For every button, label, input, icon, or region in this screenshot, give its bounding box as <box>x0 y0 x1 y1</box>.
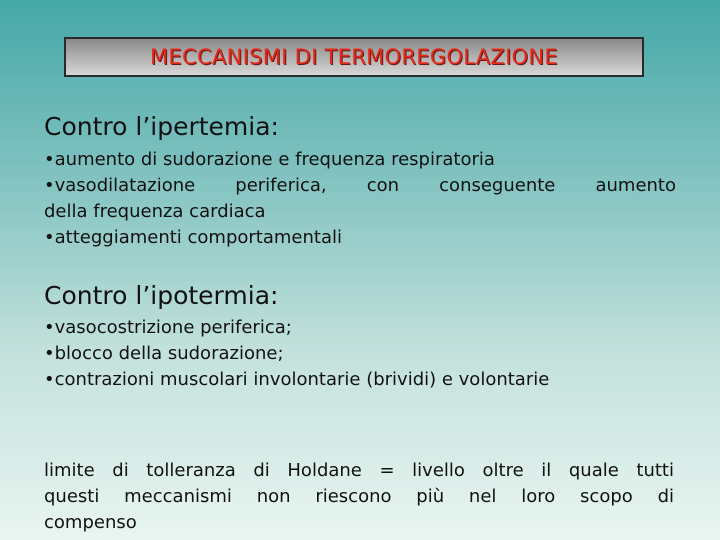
bullet-icon: • <box>44 343 55 364</box>
note-line: questi meccanismi non riescono più nel loro scopo di <box>44 486 674 507</box>
list-ipotermia <box>44 315 676 393</box>
bullet-icon: • <box>44 149 55 170</box>
bullet-icon: • <box>44 175 55 196</box>
title-box <box>64 37 644 77</box>
note-line: compenso <box>44 512 137 533</box>
section-heading-ipotermia: Contro l’ipotermia: <box>44 281 279 310</box>
section-heading-ipertemia: Contro l’ipertemia: <box>44 112 279 141</box>
note-line: limite di tolleranza di Holdane = livello oltre il quale tutti <box>44 460 674 481</box>
item-text: atteggiamenti comportamentali <box>54 227 343 248</box>
item-text: vasodilatazione periferica, con conseguente aumento <box>54 175 676 196</box>
list-item <box>44 367 676 393</box>
holdane-note <box>44 458 674 536</box>
item-text: vasocostrizione periferica; <box>54 317 292 338</box>
list-item <box>44 173 676 225</box>
list-item <box>44 341 676 367</box>
item-line <box>44 173 676 199</box>
list-ipertemia <box>44 147 676 251</box>
slide-title: MECCANISMI DI TERMOREGOLAZIONE <box>150 45 558 69</box>
list-item <box>44 225 676 251</box>
bullet-icon: • <box>44 227 55 248</box>
item-text: blocco della sudorazione; <box>54 343 284 364</box>
list-item <box>44 315 676 341</box>
item-text-continued: della frequenza cardiaca <box>44 201 266 222</box>
item-text: contrazioni muscolari involontarie (brividi) e volontarie <box>54 369 550 390</box>
item-text: aumento di sudorazione e frequenza respiratoria <box>54 149 495 170</box>
list-item <box>44 147 676 173</box>
bullet-icon: • <box>44 369 55 390</box>
bullet-icon: • <box>44 317 55 338</box>
